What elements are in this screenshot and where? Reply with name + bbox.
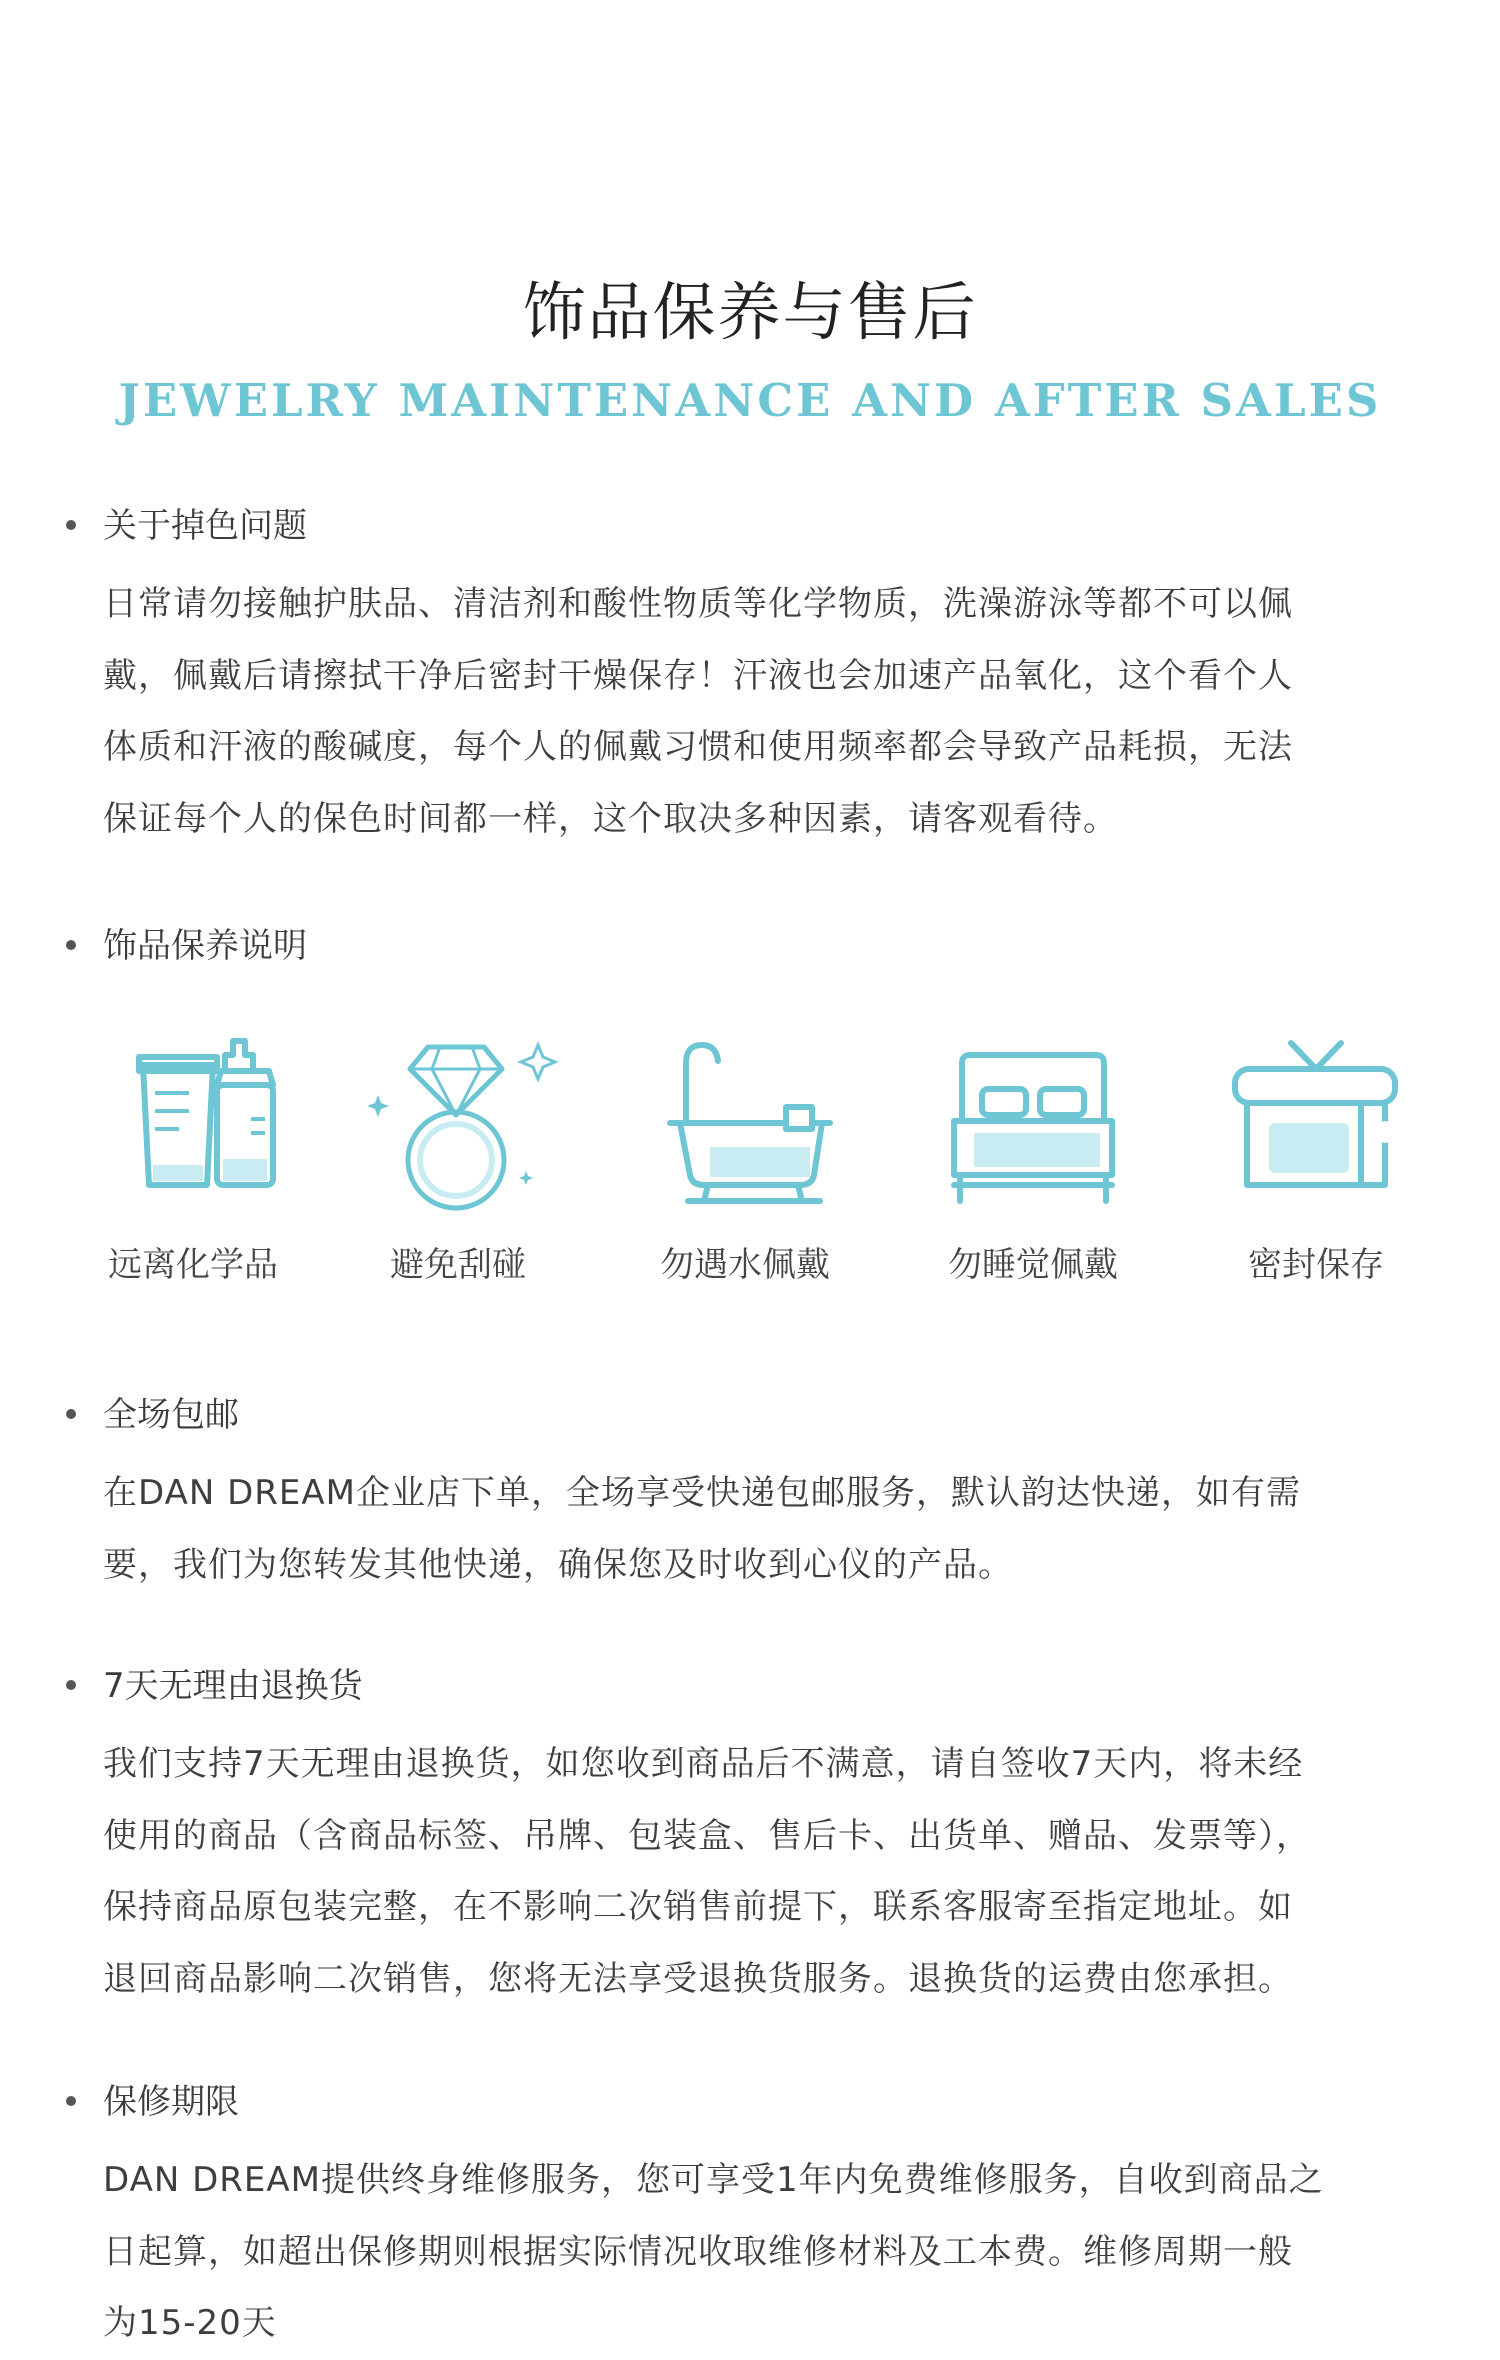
section-heading: 7天无理由退换货 [103, 1666, 363, 1706]
care-item-label: 密封保存 [1248, 1245, 1384, 1285]
page-title: 饰品保养与售后 [522, 276, 978, 349]
section-body [103, 2145, 1463, 2360]
body-line: 保证每个人的保色时间都一样，这个取决多种因素，请客观看待。 [103, 798, 1118, 839]
care-item-label: 勿睡觉佩戴 [948, 1245, 1118, 1285]
body-line: 日起算，如超出保修期则根据实际情况收取维修材料及工本费。维修周期一般 [103, 2231, 1293, 2272]
body-line: 体质和汗液的酸碱度，每个人的佩戴习惯和使用频率都会导致产品耗损，无法 [103, 727, 1293, 768]
body-line: 为15-20天 [103, 2303, 277, 2344]
section-heading: 保修期限 [103, 2082, 239, 2122]
section-heading: 饰品保养说明 [103, 926, 307, 966]
care-item-label: 勿遇水佩戴 [660, 1245, 830, 1285]
body-line: 要，我们为您转发其他快递，确保您及时收到心仪的产品。 [103, 1544, 1013, 1585]
bed-icon [938, 1035, 1128, 1215]
body-line: 保持商品原包装完整，在不影响二次销售前提下，联系客服寄至指定地址。如 [103, 1887, 1293, 1928]
bullet-icon [66, 1680, 76, 1690]
page-subtitle: JEWELRY MAINTENANCE AND AFTER SALES [118, 374, 1382, 427]
section-heading: 全场包邮 [103, 1395, 239, 1435]
bullet-icon [66, 2096, 76, 2106]
section-body [103, 569, 1463, 855]
body-line: 日常请勿接触护肤品、清洁剂和酸性物质等化学物质，洗澡游泳等都不可以佩 [103, 584, 1293, 624]
bullet-icon [66, 520, 76, 530]
gift-box-icon [1221, 1035, 1411, 1215]
care-item-sleep [913, 1035, 1153, 1290]
body-line: 戴，佩戴后请擦拭干净后密封干燥保存！汗液也会加速产品氧化，这个看个人 [103, 655, 1293, 696]
care-item-chemicals [73, 1035, 313, 1290]
section-body [103, 1458, 1463, 1601]
care-item-sealed [1196, 1035, 1436, 1290]
skincare-bottles-icon [103, 1035, 283, 1215]
diamond-ring-icon [358, 1035, 558, 1215]
bathtub-icon [650, 1035, 840, 1215]
section-heading: 关于掉色问题 [103, 506, 307, 546]
body-line: 我们支持7天无理由退换货，如您收到商品后不满意，请自签收7天内，将未经 [103, 1744, 1304, 1784]
body-line: 使用的商品（含商品标签、吊牌、包装盒、售后卡、出货单、赠品、发票等）， [103, 1815, 1311, 1856]
section-body [103, 1729, 1463, 2015]
care-item-label: 避免刮碰 [390, 1245, 526, 1285]
care-item-water [625, 1035, 865, 1290]
body-line: 退回商品影响二次销售，您将无法享受退换货服务。退换货的运费由您承担。 [103, 1958, 1293, 1999]
bullet-icon [66, 1409, 76, 1419]
bullet-icon [66, 940, 76, 950]
body-line: 在DAN DREAM企业店下单，全场享受快递包邮服务，默认韵达快递，如有需 [103, 1473, 1301, 1513]
care-item-label: 远离化学品 [108, 1245, 278, 1285]
body-line: DAN DREAM提供终身维修服务，您可享受1年内免费维修服务，自收到商品之 [103, 2160, 1324, 2200]
care-item-scratch [338, 1035, 578, 1290]
